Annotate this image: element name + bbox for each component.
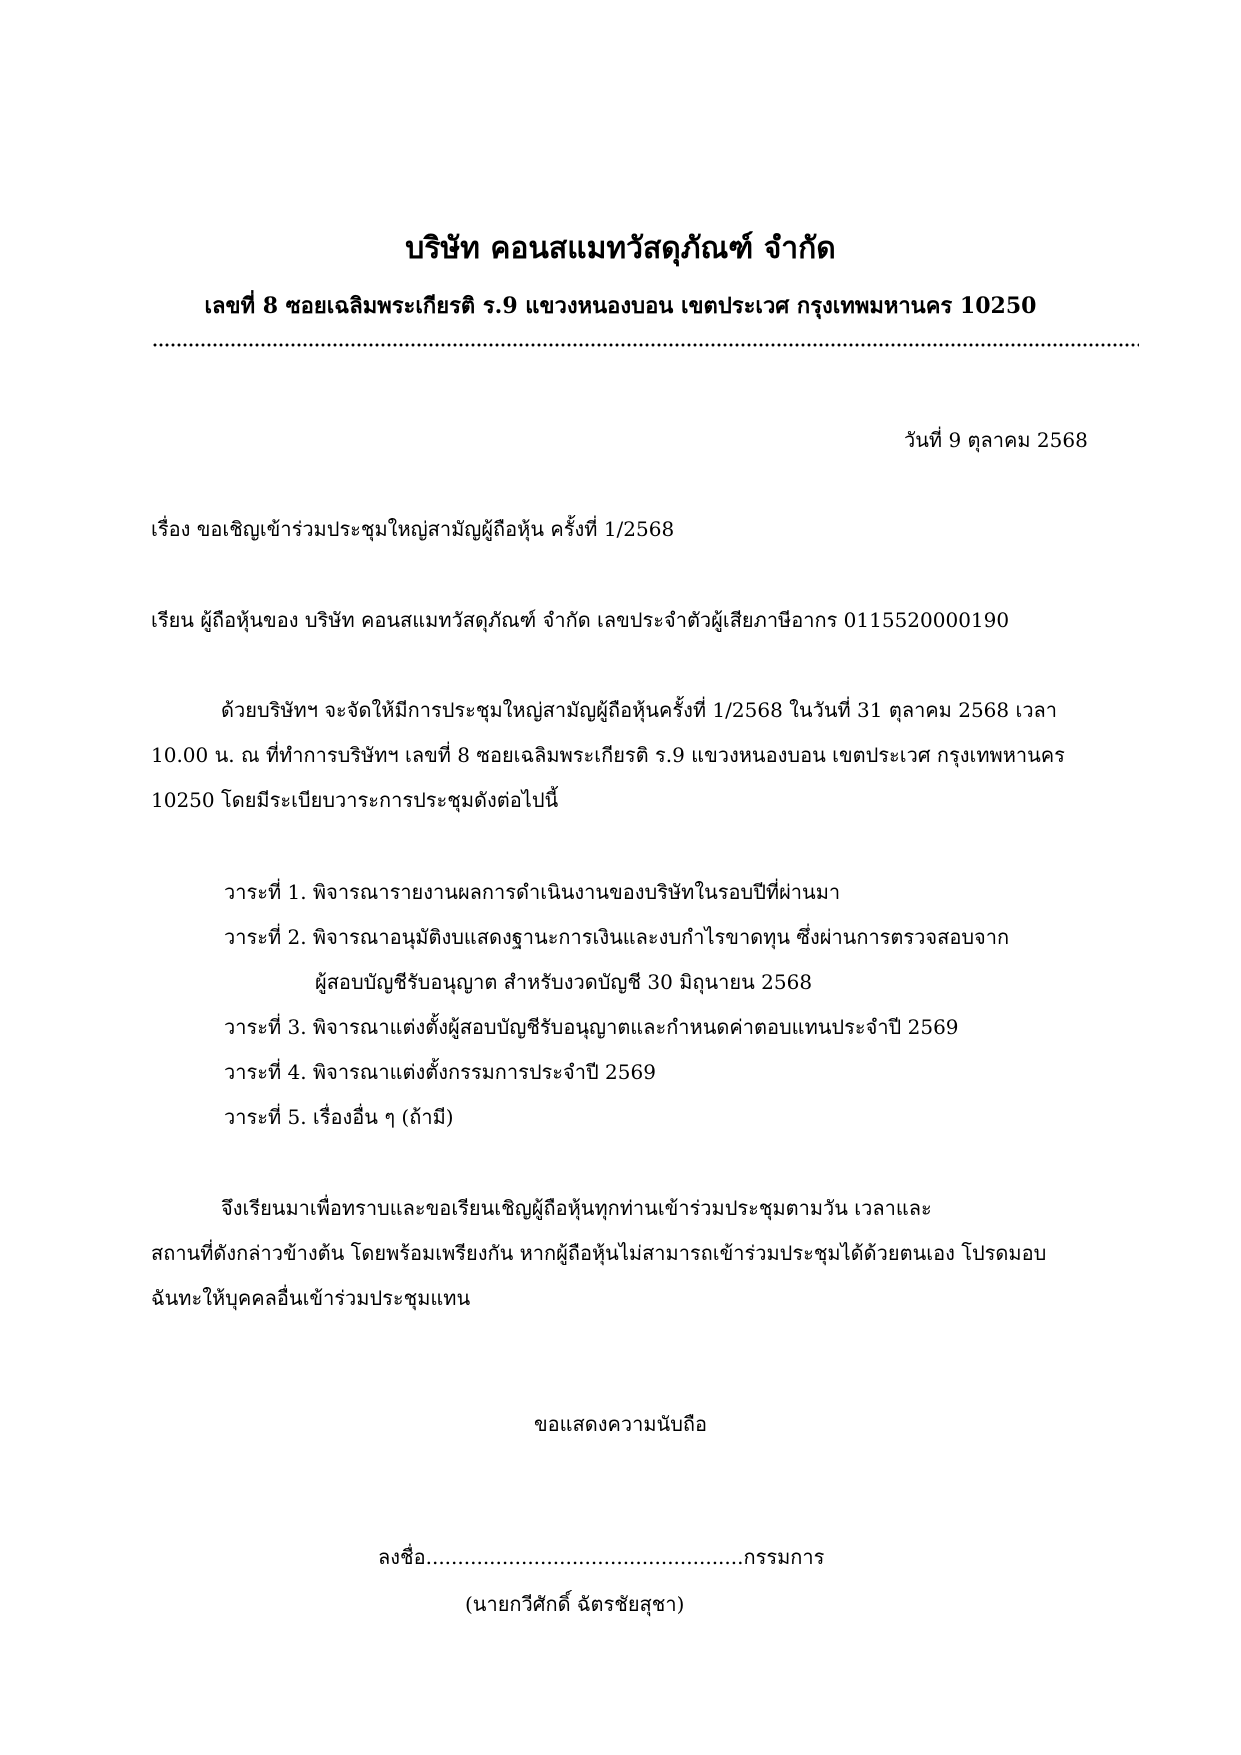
agenda-item: วาระที่ 4. พิจารณาแต่งตั้งกรรมการประจำปี 2569 bbox=[224, 1060, 656, 1084]
agenda-list bbox=[224, 870, 1009, 1140]
letter-recipient: เรียน ผู้ถือหุ้นของ บริษัท คอนสแมทวัสดุภัณฑ์ จำกัด เลขประจำตัวผู้เสียภาษีอากร 0115520000190 bbox=[151, 608, 1010, 632]
agenda-item: วาระที่ 3. พิจารณาแต่งตั้งผู้สอบบัญชีรับอนุญาตและกำหนดค่าตอบแทนประจำปี 2569 bbox=[224, 1015, 959, 1039]
dotted-divider bbox=[152, 343, 1139, 347]
invitation-paragraph bbox=[151, 1186, 1086, 1321]
intro-paragraph bbox=[151, 688, 1086, 823]
agenda-item: วาระที่ 2. พิจารณาอนุมัติงบแสดงฐานะการเงินและงบกำไรขาดทุน ซึ่งผ่านการตรวจสอบจาก bbox=[224, 925, 1010, 949]
signer-name: (นายกวีศักดิ์ ฉัตรชัยสุชา) bbox=[465, 1592, 685, 1616]
paragraph-line: สถานที่ดังกล่าวข้างต้น โดยพร้อมเพรียงกัน หากผู้ถือหุ้นไม่สามารถเข้าร่วมประชุมได้ด้วยตนเอง โปรดมอบ bbox=[151, 1241, 1047, 1265]
signature-line: ลงชื่อ..................................................กรรมการ bbox=[378, 1545, 825, 1569]
paragraph-line: 10.00 น. ณ ที่ทำการบริษัทฯ เลขที่ 8 ซอยเฉลิมพระเกียรติ ร.9 แขวงหนองบอน เขตประเวศ กรุงเทพหานคร bbox=[151, 743, 1065, 767]
letter-subject: เรื่อง ขอเชิญเข้าร่วมประชุมใหญ่สามัญผู้ถือหุ้น ครั้งที่ 1/2568 bbox=[151, 517, 675, 541]
company-address: เลขที่ 8 ซอยเฉลิมพระเกียรติ ร.9 แขวงหนองบอน เขตประเวศ กรุงเทพมหานคร 10250 bbox=[204, 293, 1037, 319]
agenda-item-continuation: ผู้สอบบัญชีรับอนุญาต สำหรับงวดบัญชี 30 มิถุนายน 2568 bbox=[315, 970, 813, 994]
paragraph-line: จึงเรียนมาเพื่อทราบและขอเรียนเชิญผู้ถือหุ้นทุกท่านเข้าร่วมประชุมตามวัน เวลาและ bbox=[221, 1196, 932, 1220]
paragraph-line: ฉันทะให้บุคคลอื่นเข้าร่วมประชุมแทน bbox=[151, 1286, 471, 1310]
paragraph-line: 10250 โดยมีระเบียบวาระการประชุมดังต่อไปนี้ bbox=[151, 788, 559, 812]
company-name: บริษัท คอนสแมทวัสดุภัณฑ์ จำกัด bbox=[405, 231, 836, 266]
agenda-item: วาระที่ 5. เรื่องอื่น ๆ (ถ้ามี) bbox=[224, 1105, 454, 1129]
letter-date: วันที่ 9 ตุลาคม 2568 bbox=[904, 428, 1088, 452]
agenda-item: วาระที่ 1. พิจารณารายงานผลการดำเนินงานของบริษัทในรอบปีที่ผ่านมา bbox=[224, 880, 841, 904]
paragraph-line: ด้วยบริษัทฯ จะจัดให้มีการประชุมใหญ่สามัญผู้ถือหุ้นครั้งที่ 1/2568 ในวันที่ 31 ตุลาคม 2568 เวลา bbox=[221, 698, 1058, 722]
closing-salutation: ขอแสดงความนับถือ bbox=[533, 1412, 708, 1436]
